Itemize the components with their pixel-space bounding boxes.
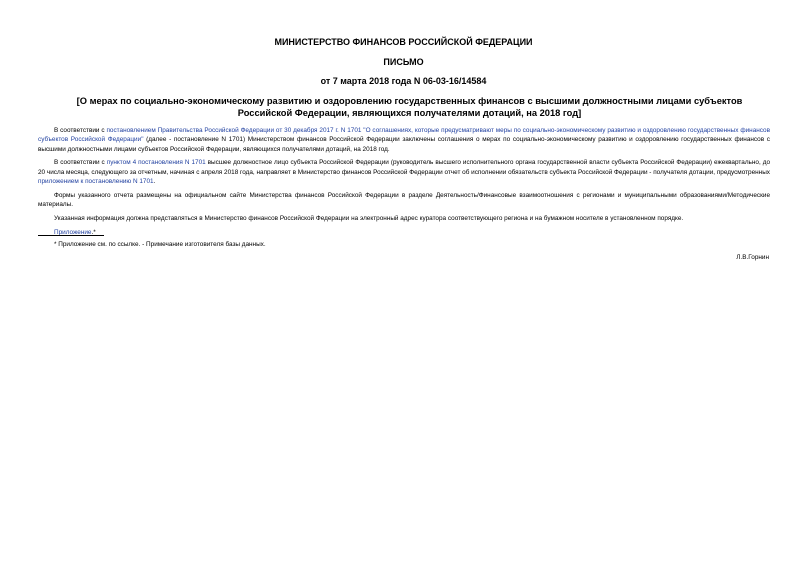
signature: Л.В.Горнин xyxy=(736,254,769,261)
document-type-heading: ПИСЬМО xyxy=(383,57,424,67)
paragraph-4: Указанная информация должна представляться в Министерство финансов Российской Федерации на электронный адрес куратора соответствующего региона и на бумажном носителе в установленном порядке. xyxy=(54,215,684,223)
paragraph-2 xyxy=(38,158,770,186)
paragraph-1-text-a: В соответствии с xyxy=(54,127,107,134)
document-subject: [О мерах по социально-экономическому развитию и оздоровлению государственных финансов с высшими должностными лицами субъектов Российской Федерации, являющихся получателями дотаций, на 2018 год] xyxy=(76,96,743,118)
paragraph-1-text-b: (далее - постановление N 1701) Министерством финансов Российской Федерации заключены соглашения о мерах по социально-экономическому развитию и оздоровлению государственных финансов с высшими должностными лицами субъектов Российской Федерации, являющихся получателями дотаций, на 2018 год. xyxy=(38,136,770,153)
paragraph-5 xyxy=(38,228,770,237)
paragraph-3: Формы указанного отчета размещены на официальном сайте Министерства финансов Российской Федерации в разделе Деятельность/Финансовые взаимоотношения с регионами и муниципальными образованиями/Методические материалы. xyxy=(38,191,770,209)
paragraph-2-text-b: высшее должностное лицо субъекта Российской Федерации (руководитель высшего исполнительного органа государственной власти субъекта Российской Федерации) ежеквартально, до 20 числа месяца, следующего за отчетным, начиная с апреля 2018 года, направляет в Министерство финансов Российской Федерации отчет об исполнении обязательств субъекта Российской Федерации - получателя дотации, предусмотренных xyxy=(38,159,770,176)
document-body xyxy=(38,126,770,242)
resolution-1701-link[interactable]: постановлением Правительства Российской Федерации от 30 декабря 2017 г. N 1701 "О соглашениях, которые предусматривают меры по социально-экономическому развитию и оздоровлению государственных финансов субъектов Российской Федерации" xyxy=(38,127,770,144)
footnote-divider xyxy=(38,235,104,236)
paragraph-1 xyxy=(38,126,770,154)
resolution-appendix-link[interactable]: приложением к постановлению N 1701 xyxy=(38,178,154,186)
footnote: * Приложение см. по ссылке. - Примечание изготовителя базы данных. xyxy=(54,241,266,248)
ministry-heading: МИНИСТЕРСТВО ФИНАНСОВ РОССИЙСКОЙ ФЕДЕРАЦИИ xyxy=(274,37,533,47)
paragraph-2-text-c: . xyxy=(153,178,156,186)
clause-4-link[interactable]: пунктом 4 постановления N 1701 xyxy=(106,159,206,167)
appendix-link[interactable]: Приложение xyxy=(54,229,92,237)
document-date-number: от 7 марта 2018 года N 06-03-16/14584 xyxy=(320,76,487,86)
paragraph-5-text: .* xyxy=(91,229,96,237)
paragraph-2-text-a: В соответствии с xyxy=(54,159,107,167)
